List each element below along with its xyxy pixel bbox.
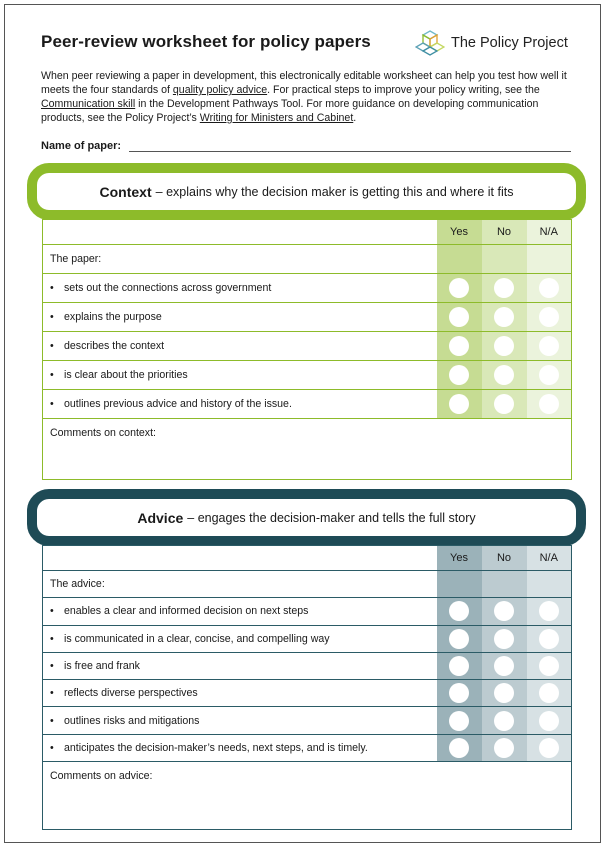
column-yes: Yes <box>437 220 482 245</box>
advice-checklist-table <box>42 545 572 830</box>
no-radio[interactable] <box>494 656 514 676</box>
table-row <box>43 303 572 332</box>
bullet: • <box>50 687 54 700</box>
advice-item-label: reflects diverse perspectives <box>64 687 198 700</box>
yes-radio[interactable] <box>449 278 469 298</box>
table-row <box>43 245 572 274</box>
na-radio[interactable] <box>539 394 559 414</box>
communication-skill-link[interactable]: Communication skill <box>41 98 136 110</box>
context-subtitle: – explains why the decision maker is getting this and where it fits <box>155 184 514 199</box>
table-row <box>43 361 572 390</box>
table-header-row <box>43 546 572 571</box>
column-no: No <box>482 220 527 245</box>
intro-text: in the Development Pathways Tool. For more guidance on developing communication products, see the Policy Project’s <box>41 98 539 124</box>
table-row <box>43 734 572 761</box>
advice-item-label: outlines risks and mitigations <box>64 714 200 727</box>
worksheet-page <box>4 4 601 843</box>
yes-radio[interactable] <box>449 629 469 649</box>
advice-heading: Advice <box>137 509 184 526</box>
bullet: • <box>50 660 54 673</box>
column-yes: Yes <box>437 546 482 571</box>
table-row <box>43 707 572 734</box>
table-row <box>43 680 572 707</box>
advice-section-header <box>27 489 586 546</box>
page-title: Peer-review worksheet for policy papers <box>41 32 371 51</box>
na-radio[interactable] <box>539 683 559 703</box>
no-radio[interactable] <box>494 394 514 414</box>
bullet: • <box>50 311 54 323</box>
table-row <box>43 598 572 625</box>
no-radio[interactable] <box>494 307 514 327</box>
bullet: • <box>50 605 54 618</box>
no-radio[interactable] <box>494 683 514 703</box>
na-radio[interactable] <box>539 601 559 621</box>
context-item-label: is clear about the priorities <box>64 369 188 381</box>
column-na: N/A <box>527 220 572 245</box>
table-row <box>43 625 572 652</box>
na-radio[interactable] <box>539 307 559 327</box>
yes-radio[interactable] <box>449 307 469 327</box>
context-comments-label: Comments on context: <box>50 427 156 439</box>
bullet: • <box>50 340 54 352</box>
column-na: N/A <box>527 546 572 571</box>
comments-row <box>43 762 572 830</box>
context-item-label: explains the purpose <box>64 311 162 323</box>
context-heading: Context <box>99 183 152 200</box>
advice-lead: The advice: <box>43 571 437 598</box>
context-lead: The paper: <box>43 245 437 274</box>
yes-radio[interactable] <box>449 656 469 676</box>
na-radio[interactable] <box>539 365 559 385</box>
context-item-label: describes the context <box>64 340 165 352</box>
advice-comments-field[interactable] <box>43 762 572 830</box>
na-radio[interactable] <box>539 278 559 298</box>
policy-project-logo <box>415 29 568 57</box>
column-no: No <box>482 546 527 571</box>
table-row <box>43 274 572 303</box>
no-radio[interactable] <box>494 365 514 385</box>
bullet: • <box>50 632 54 645</box>
context-checklist-table <box>42 219 572 480</box>
context-section-header <box>27 163 586 220</box>
table-row <box>43 390 572 419</box>
context-item-label: sets out the connections across government <box>64 282 272 294</box>
yes-radio[interactable] <box>449 601 469 621</box>
na-radio[interactable] <box>539 738 559 758</box>
intro-text: . <box>353 112 357 124</box>
intro-text: . For practical steps to improve your policy writing, see the <box>267 84 540 96</box>
name-of-paper-field[interactable] <box>129 138 571 152</box>
context-item-label: outlines previous advice and history of the issue. <box>64 398 292 410</box>
no-radio[interactable] <box>494 711 514 731</box>
bullet: • <box>50 369 54 381</box>
na-radio[interactable] <box>539 656 559 676</box>
header-blank <box>43 220 437 245</box>
writing-for-ministers-link[interactable]: Writing for Ministers and Cabinet <box>199 112 354 124</box>
yes-radio[interactable] <box>449 336 469 356</box>
na-radio[interactable] <box>539 336 559 356</box>
bullet: • <box>50 282 54 294</box>
yes-radio[interactable] <box>449 365 469 385</box>
no-radio[interactable] <box>494 601 514 621</box>
name-of-paper-label: Name of paper: <box>41 140 122 152</box>
na-radio[interactable] <box>539 629 559 649</box>
yes-radio[interactable] <box>449 738 469 758</box>
quality-policy-advice-link[interactable]: quality policy advice <box>172 84 268 96</box>
header-blank <box>43 546 437 571</box>
yes-radio[interactable] <box>449 394 469 414</box>
advice-subtitle: – engages the decision-maker and tells the full story <box>187 510 476 525</box>
intro-text: When peer reviewing a paper in development, this electronically editable worksheet can help you test how well it meets the four standards of <box>41 70 567 96</box>
bullet: • <box>50 741 54 754</box>
cube-network-icon <box>415 29 445 57</box>
bullet: • <box>50 714 54 727</box>
advice-comments-label: Comments on advice: <box>50 770 153 783</box>
table-row <box>43 571 572 598</box>
comments-row <box>43 419 572 480</box>
no-radio[interactable] <box>494 738 514 758</box>
table-header-row <box>43 220 572 245</box>
no-radio[interactable] <box>494 629 514 649</box>
advice-item-label: is communicated in a clear, concise, and compelling way <box>64 632 330 645</box>
advice-item-label: enables a clear and informed decision on next steps <box>64 605 309 618</box>
advice-item-label: is free and frank <box>64 660 140 673</box>
table-row <box>43 652 572 679</box>
advice-item-label: anticipates the decision-maker’s needs, next steps, and is timely. <box>64 741 368 754</box>
context-comments-field[interactable] <box>43 419 572 480</box>
na-radio[interactable] <box>539 711 559 731</box>
no-radio[interactable] <box>494 336 514 356</box>
yes-radio[interactable] <box>449 683 469 703</box>
logo-text: The Policy Project <box>451 35 568 51</box>
bullet: • <box>50 398 54 410</box>
intro-paragraph <box>41 69 581 125</box>
name-of-paper-row <box>41 138 571 152</box>
no-radio[interactable] <box>494 278 514 298</box>
table-row <box>43 332 572 361</box>
yes-radio[interactable] <box>449 711 469 731</box>
